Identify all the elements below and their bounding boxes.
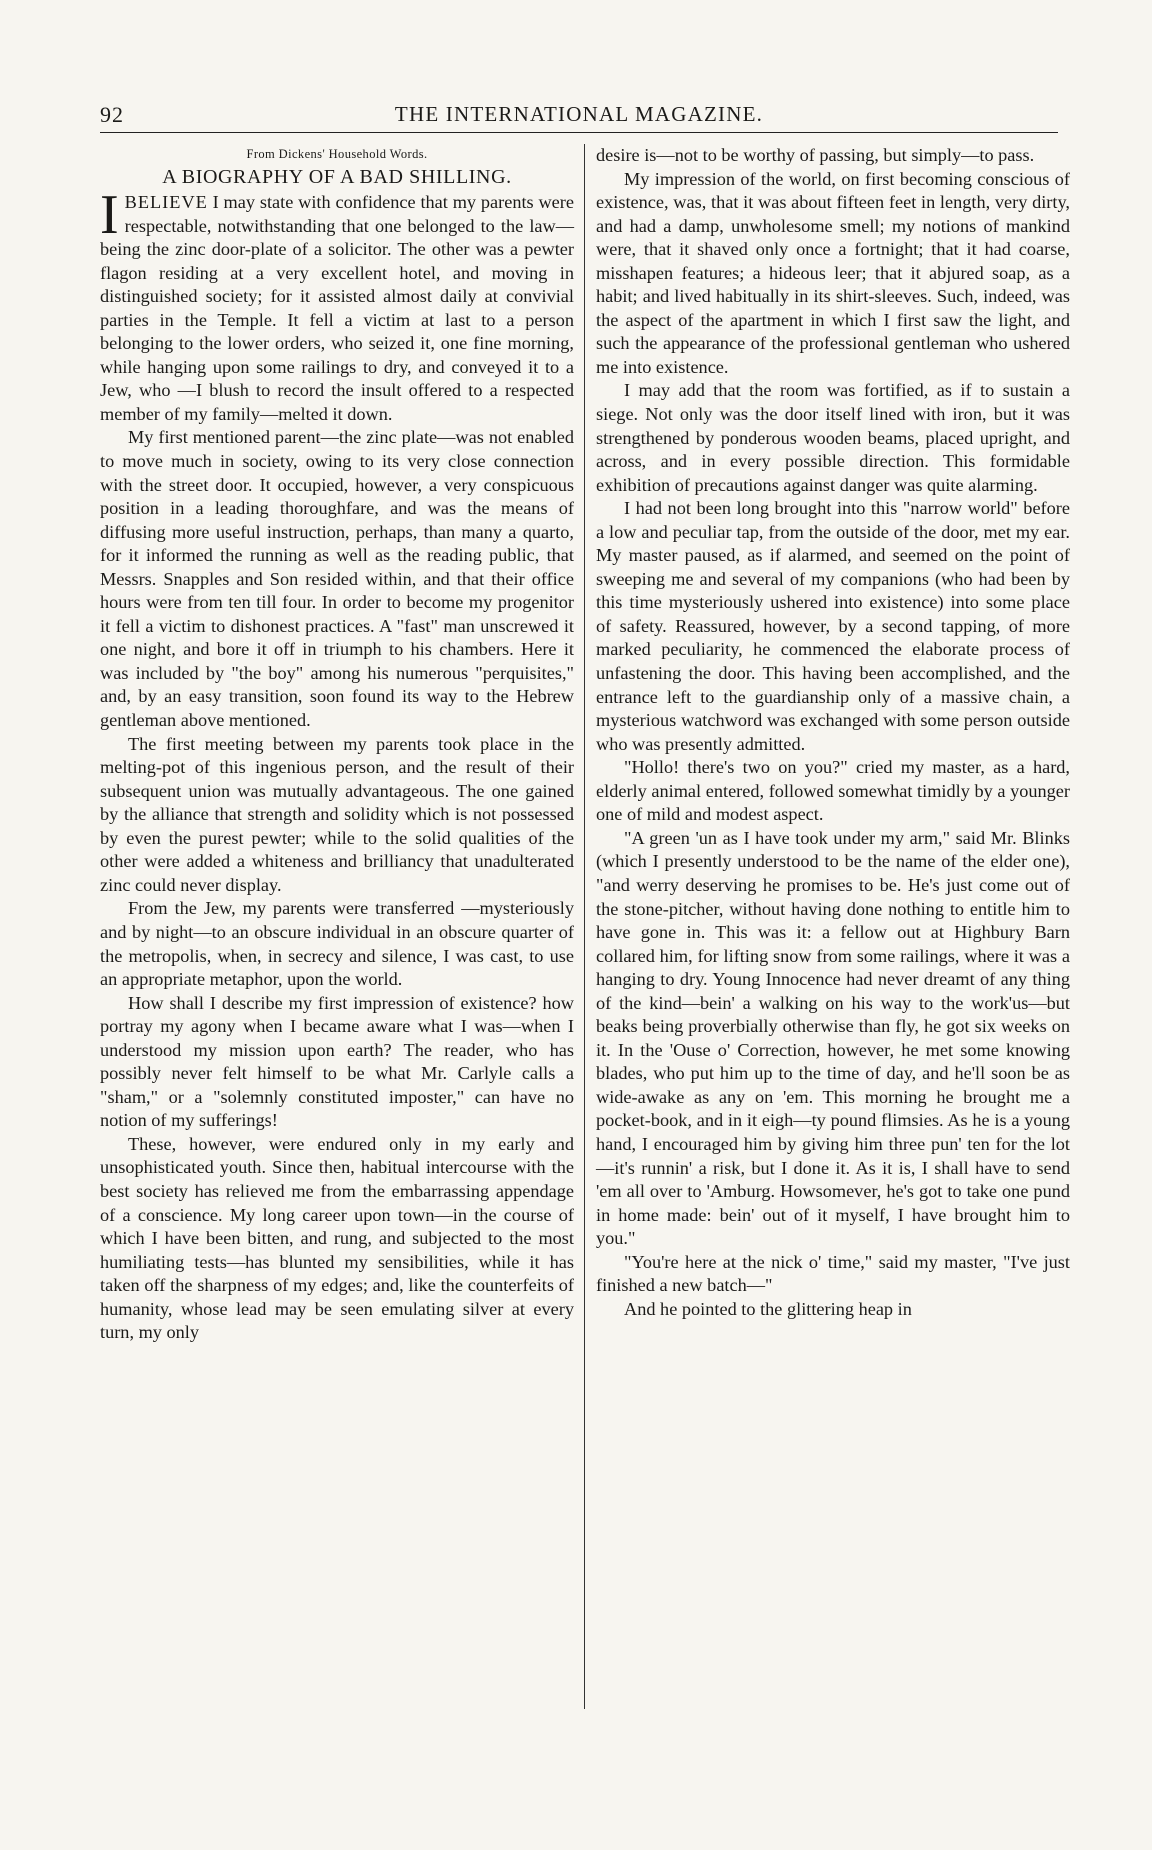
drop-cap: I [100, 184, 119, 246]
paragraph [100, 184, 574, 426]
article-title: A BIOGRAPHY OF A BAD SHILLING. [162, 166, 512, 188]
left-column [100, 144, 574, 1345]
paragraph: My impression of the world, on first becoming conscious of existence, was, that it was about fifteen feet in length, very dirty, and had a damp, unwholesome smell; my notions of mankind were, that it shaved only once a fortnight; that it had coarse, misshapen features; a hideous leer; that it abjured soap, as a habit; and lived habitually in its shirt-sleeves. Such, indeed, was the aspect of the apartment in which I first saw the light, and such the appearance of the professional gentleman who ushered me into existence. [596, 168, 1070, 377]
right-column [596, 144, 1070, 1321]
article-source: From Dickens' Household Words. [246, 147, 428, 161]
running-title: THE INTERNATIONAL MAGAZINE. [394, 102, 764, 126]
paragraph: desire is—not to be worthy of passing, but simply—to pass. [596, 145, 1035, 165]
paragraph: From the Jew, my parents were transferred —mysteriously and by night—to an obscure individual in an obscure quarter of the metropolis, when, in secrecy and silence, I was cast, to use an appropriate metaphor, upon the world. [100, 898, 574, 990]
paragraph: I had not been long brought into this "narrow world" before a low and peculiar tap, from the outside of the door, met my ear. My master paused, as if alarmed, and seemed on the point of sweeping me and several of my companions (who had been by this time mysteriously ushered into existence) into some place of safety. Reassured, however, by a second tapping, of more marked peculiarity, he commenced the elaborate process of unfastening the door. This having been accomplished, and the entrance left to the guardianship only of a massive chain, a mysterious watchword was exchanged with some person outside who was presently admitted. [596, 498, 1070, 754]
paragraph: How shall I describe my first impression of existence? how portray my agony when I became aware what I was—when I understood my mission upon earth? The reader, who has possibly never felt himself to be what Mr. Carlyle calls a "sham," or a "solemnly constituted imposter," can have no notion of my sufferings! [100, 992, 574, 1131]
lead-caps: BELIEVE [124, 192, 208, 212]
paragraph: "Hollo! there's two on you?" cried my master, as a hard, elderly animal entered, followed somewhat timidly by a younger one of mild and modest aspect. [596, 757, 1070, 825]
column-divider [584, 144, 585, 1709]
paragraph: And he pointed to the glittering heap in [624, 1298, 912, 1319]
page-header [100, 102, 1058, 133]
paragraph: I may add that the room was fortified, as if to sustain a siege. Not only was the door itself lined with iron, but it was strengthened by ponderous wooden beams, placed upright, and across, and in every possible direction. This formidable exhibition of precautions against danger was quite alarming. [596, 380, 1070, 495]
paragraph: "You're here at the nick o' time," said my master, "I've just finished a new batch—" [596, 1251, 1070, 1296]
paragraph: My first mentioned parent—the zinc plate—was not enabled to move much in society, owing to its very close connection with the street door. It occupied, however, a very conspicuous position in a leading thoroughfare, and was the means of diffusing more useful instruction, perhaps, than many a quarto, for it informed the running as well as the reading public, that Messrs. Snapples and Son resided within, and that their office hours were from ten till four. In order to become my progenitor it fell a victim to dishonest practices. A "fast" man unscrewed it one night, and bore it off in triumph to his chambers. Here it was included by "the boy" among his numerous "perquisites," and, by an easy transition, soon found its way to the Hebrew gentleman above mentioned. [100, 427, 574, 731]
paragraph: The first meeting between my parents took place in the melting-pot of this ingenious person, and the result of their subsequent union was mutually advantageous. The one gained by the alliance that strength and solidity which is not possessed by even the purest pewter; while to the solid qualities of the other were added a whiteness and brilliancy that unadulterated zinc could never display. [100, 733, 574, 895]
page-number: 92 [100, 102, 124, 127]
paragraph: "A green 'un as I have took under my arm," said Mr. Blinks (which I presently understood to be the name of the elder one), "and werry deserving he promises to be. He's just come out of the stone-pitcher, without having done nothing to entitle him to have gone in. This was it: a fellow out at Highbury Barn collared him, for lifting snow from some railings, where it was a hanging to dry. Young Innocence had never dreamt of any thing of the kind—bein' a walking on his way to the work'us—but beaks being proverbially otherwise than fly, he got six weeks on it. In the 'Ouse o' Correction, however, he met some knowing blades, who put him up to the time of day, and he'll soon be as wide-awake as any on 'em. This morning he brought me a pocket-book, and in it eigh—ty pound flimsies. As he is a young hand, I encouraged him by giving him three pun' ten for the lot—it's runnin' a risk, but I done it. As it is, I shall have to send 'em all over to 'Amburg. Howsomever, he's got to take one pund in home made: bein' out of it myself, I have brought him to you." [596, 827, 1070, 1249]
paragraph: These, however, were endured only in my early and unsophisticated youth. Since then, habitual intercourse with the best society has relieved me from the embarrassing appendage of a conscience. My long career upon town—in the course of which I have been bitten, and rung, and subjected to the most humiliating tests—has blunted my sensibilities, while it has taken off the sharpness of my edges; and, like the counterfeits of humanity, whose lead may be seen emulating silver at every turn, my only [100, 1133, 574, 1343]
paragraph-text: I may state with confidence that my parents were respectable, notwithstanding that one belonged to the law—being the zinc door-plate of a solicitor. The other was a pewter flagon residing at a very excellent hotel, and moving in distinguished society; for it assisted almost daily at convivial parties in the Temple. It fell a victim at last to a person belonging to the lower orders, who seized it, one fine morning, while hanging upon some railings to dry, and conveyed it to a Jew, who —I blush to record the insult offered to a respected member of my family—melted it down. [100, 192, 574, 424]
